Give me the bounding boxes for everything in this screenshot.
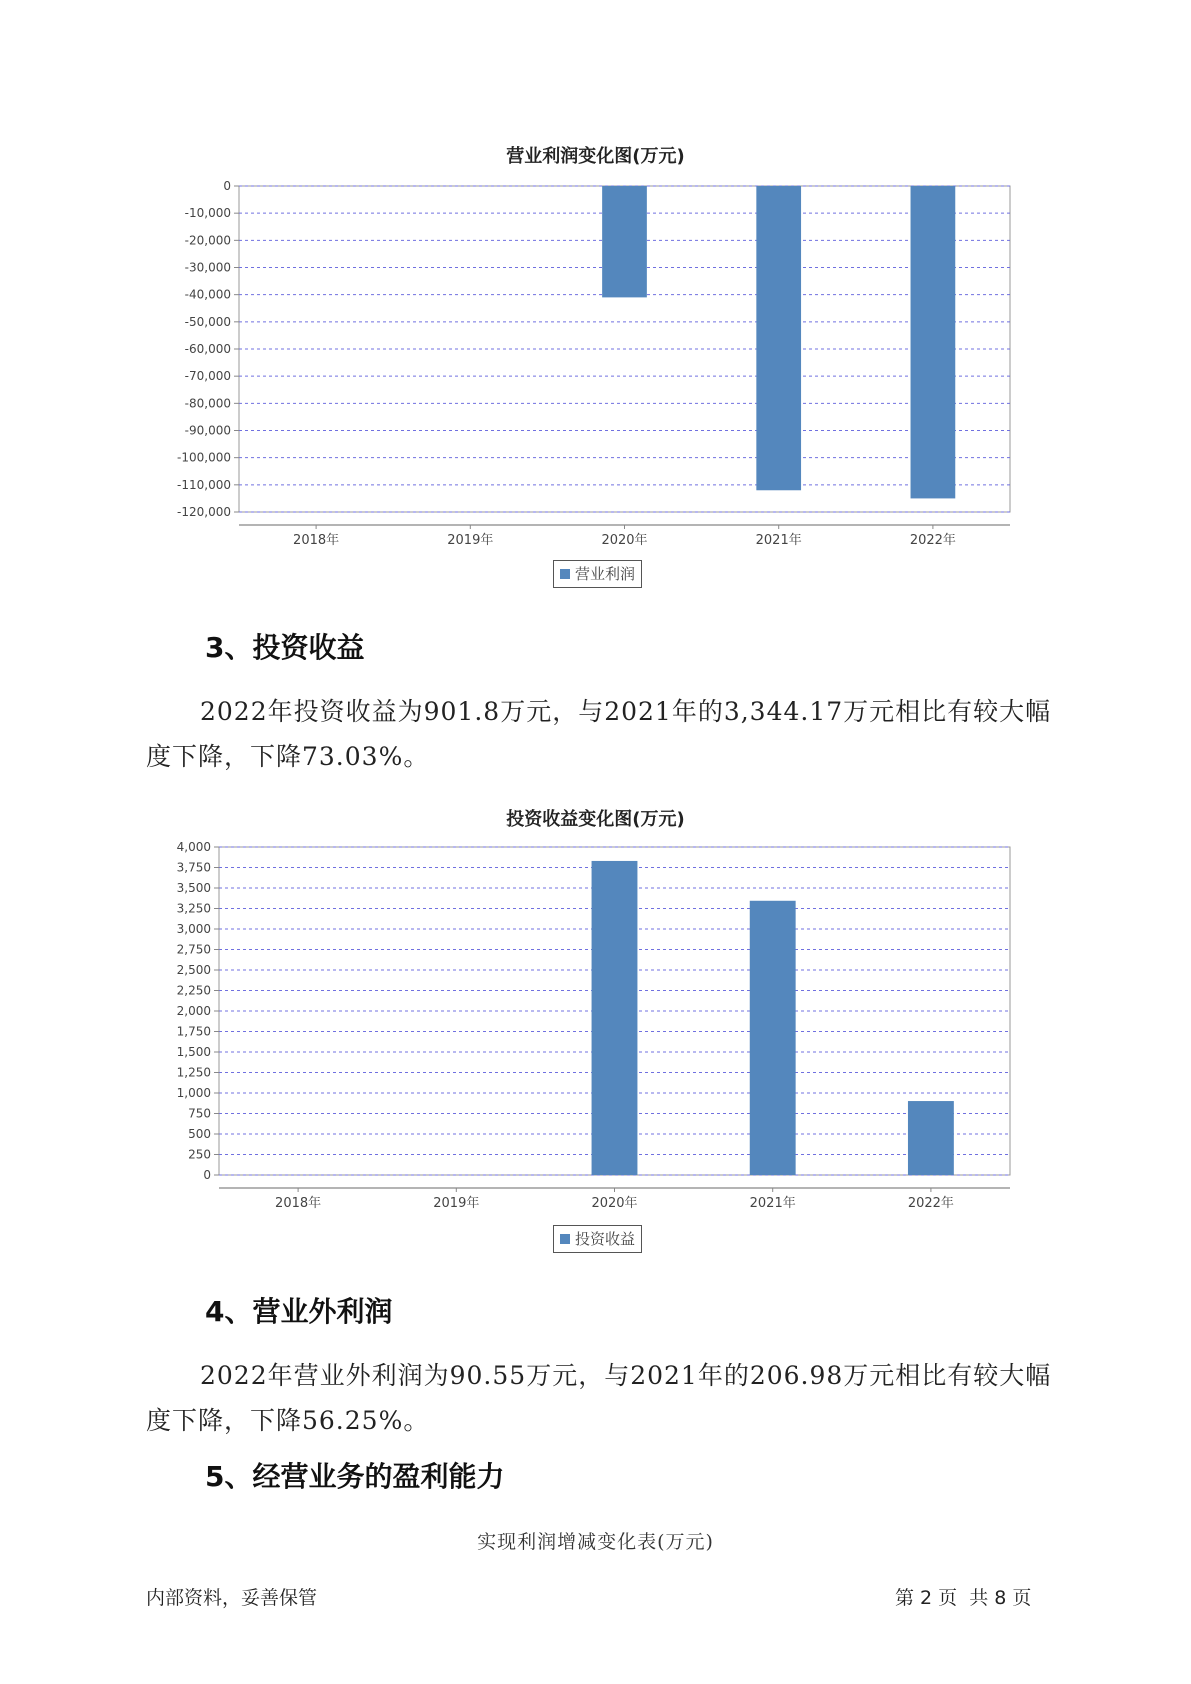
y-tick-label: 3,500 bbox=[176, 881, 211, 895]
section3-heading: 3、投资收益 bbox=[205, 631, 365, 664]
section3-paragraph: 2022年投资收益为901.8万元，与2021年的3,344.17万元相比有较大幅度下降，下降73.03%。 bbox=[146, 697, 1052, 771]
bar-2021年 bbox=[750, 901, 796, 1175]
y-tick-label: -50,000 bbox=[184, 314, 231, 329]
chart2-legend-label: 投资收益 bbox=[575, 1230, 636, 1248]
y-tick-label: -70,000 bbox=[184, 369, 231, 384]
footer-confidential-note: 内部资料，妥善保管 bbox=[146, 1587, 318, 1609]
y-tick-label: 500 bbox=[188, 1127, 211, 1141]
x-tick-label: 2021年 bbox=[749, 1196, 796, 1211]
chart1-legend-label: 营业利润 bbox=[575, 565, 636, 583]
y-tick-label: -110,000 bbox=[177, 477, 231, 492]
y-tick-label: 0 bbox=[223, 179, 231, 193]
x-tick-label: 2019年 bbox=[433, 1196, 480, 1211]
y-tick-label: 2,000 bbox=[176, 1004, 211, 1018]
y-tick-label: 1,250 bbox=[176, 1065, 211, 1080]
y-tick-label: 0 bbox=[203, 1168, 211, 1182]
y-tick-label: -40,000 bbox=[184, 287, 231, 302]
y-tick-label: -20,000 bbox=[184, 233, 231, 248]
y-tick-label: -120,000 bbox=[177, 505, 231, 519]
x-tick-label: 2019年 bbox=[447, 533, 494, 548]
y-tick-label: -10,000 bbox=[184, 206, 231, 221]
bar-2022年 bbox=[908, 1101, 954, 1175]
x-tick-label: 2022年 bbox=[907, 1196, 954, 1211]
chart1-title: 营业利润变化图(万元) bbox=[506, 146, 685, 167]
bar-2020年 bbox=[592, 861, 638, 1175]
y-tick-label: 1,500 bbox=[176, 1045, 211, 1059]
y-tick-label: 250 bbox=[188, 1147, 211, 1162]
y-tick-label: 3,250 bbox=[176, 901, 211, 916]
x-tick-label: 2018年 bbox=[293, 533, 340, 548]
x-tick-label: 2018年 bbox=[275, 1196, 322, 1211]
section4-paragraph: 2022年营业外利润为90.55万元，与2021年的206.98万元相比有较大幅度下降，下降56.25%。 bbox=[146, 1361, 1052, 1435]
y-tick-label: 2,750 bbox=[176, 942, 211, 957]
chart2-legend bbox=[553, 1225, 642, 1253]
section4-heading: 4、营业外利润 bbox=[205, 1295, 393, 1328]
y-tick-label: -80,000 bbox=[184, 396, 231, 411]
legend-swatch-icon bbox=[560, 1234, 570, 1244]
x-tick-label: 2022年 bbox=[909, 533, 956, 548]
y-tick-label: -60,000 bbox=[184, 342, 231, 356]
y-tick-label: 3,000 bbox=[176, 922, 211, 936]
y-tick-label: 750 bbox=[188, 1106, 211, 1121]
footer-page-number: 第 2 页 共 8 页 bbox=[895, 1587, 1032, 1609]
y-tick-label: 4,000 bbox=[176, 840, 211, 854]
y-tick-label: -100,000 bbox=[177, 450, 231, 465]
y-tick-label: 2,250 bbox=[176, 983, 211, 998]
chart2-title: 投资收益变化图(万元) bbox=[506, 809, 685, 830]
x-tick-label: 2021年 bbox=[755, 533, 802, 548]
section5-heading: 5、经营业务的盈利能力 bbox=[205, 1460, 505, 1493]
y-tick-label: -30,000 bbox=[184, 260, 231, 275]
y-tick-label: 2,500 bbox=[176, 963, 211, 977]
y-tick-label: 3,750 bbox=[176, 860, 211, 875]
y-tick-label: 1,750 bbox=[176, 1024, 211, 1039]
x-tick-label: 2020年 bbox=[591, 1196, 638, 1211]
x-tick-label: 2020年 bbox=[601, 533, 648, 548]
y-tick-label: 1,000 bbox=[176, 1086, 211, 1100]
y-tick-label: -90,000 bbox=[184, 423, 231, 438]
table-caption: 实现利润增减变化表(万元) bbox=[477, 1531, 714, 1553]
